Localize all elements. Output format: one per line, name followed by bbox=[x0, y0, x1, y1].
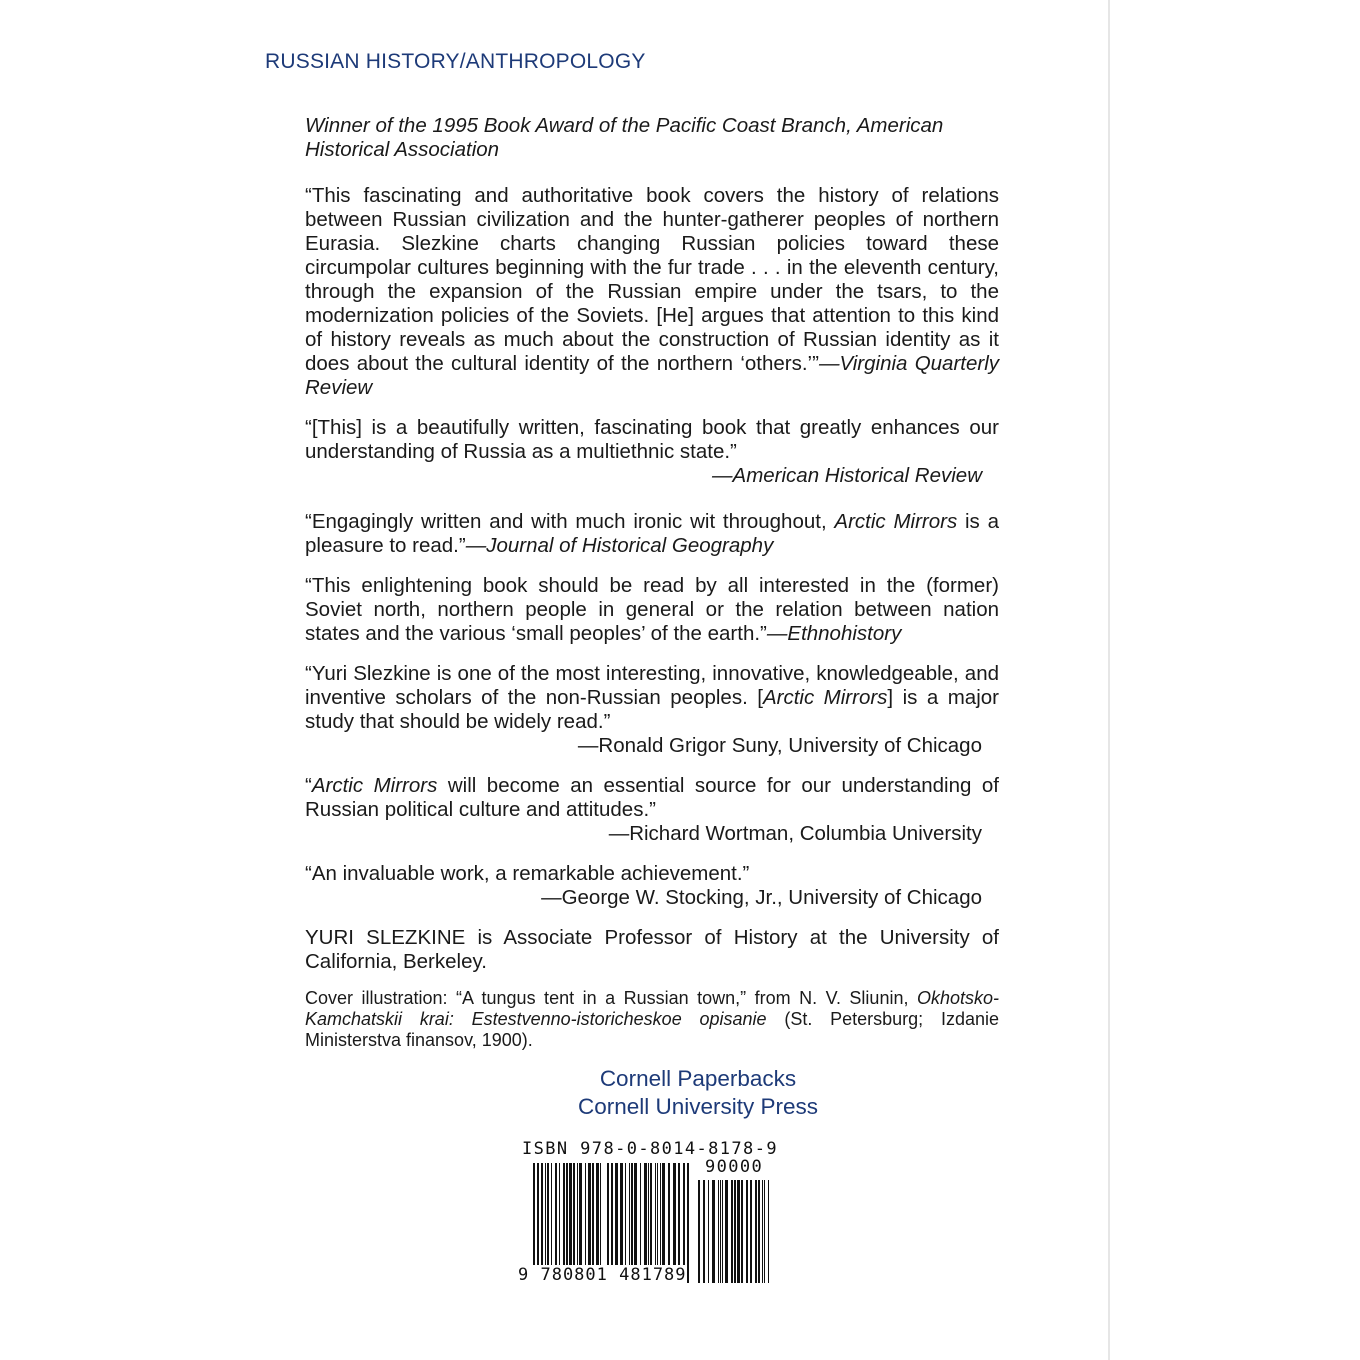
book-title: Arctic Mirrors bbox=[311, 774, 438, 797]
barcode-bar bbox=[712, 1180, 715, 1283]
review-source: —Richard Wortman, Columbia University bbox=[608, 822, 982, 845]
review-text: will become an essential source for our understanding of Russian political culture and attitudes.” bbox=[305, 774, 999, 821]
review-source: —American Historical Review bbox=[712, 464, 982, 487]
barcode-bar bbox=[588, 1163, 591, 1265]
review-text: “[This] is a beautifully written, fascinating book that greatly enhances our understanding of Russia as a multiethnic state.” bbox=[305, 416, 999, 463]
barcode-bar bbox=[662, 1163, 665, 1265]
credit-text: Cover illustration: “A tungus tent in a Russian town,” from N. V. Sliunin, bbox=[305, 988, 917, 1008]
barcode-bar bbox=[629, 1163, 630, 1265]
barcode-bar bbox=[555, 1163, 557, 1265]
barcode-bar bbox=[640, 1163, 641, 1265]
review-text: ] is a major study that should be widely read.” bbox=[305, 686, 999, 733]
barcode-bar bbox=[631, 1163, 633, 1265]
barcode-bar bbox=[720, 1180, 721, 1283]
barcode-bar bbox=[660, 1163, 661, 1265]
review-text: “Engagingly written and with much ironic wit throughout, bbox=[305, 510, 835, 533]
review-source: —Virginia Quarterly Review bbox=[305, 352, 999, 399]
barcode-guard-bar bbox=[687, 1163, 689, 1283]
barcode-bar bbox=[737, 1180, 740, 1283]
barcode-bar bbox=[746, 1180, 748, 1283]
barcode-bar bbox=[678, 1163, 680, 1265]
barcode-bar bbox=[764, 1180, 765, 1283]
review-source: —George W. Stocking, Jr., University of Chicago bbox=[541, 886, 982, 909]
book-title: Arctic Mirrors bbox=[762, 686, 888, 709]
barcode-bar bbox=[731, 1180, 733, 1283]
barcode-bar bbox=[566, 1163, 568, 1265]
barcode-bar bbox=[620, 1163, 623, 1265]
barcode-bar bbox=[577, 1163, 578, 1265]
barcode-bar bbox=[762, 1180, 763, 1283]
barcode-bar bbox=[722, 1180, 723, 1283]
publisher-series: Cornell Paperbacks bbox=[599, 1066, 797, 1091]
review-text: “This fascinating and authoritative book covers the history of relations between Russian civilization and the hunter-gatherer peoples of northern Eurasia. Slezkine charts changing Russian policies toward these circumpolar cultures beginning with the fur trade . . . in the eleventh century, through the expansion of the Russian empire under the tsars, to the modernization policies of the Soviets. [He] argues that attention to this kind of history reveals as much about the construction of Russian identity as it does about the cultural identity of the northern ‘others.’” bbox=[305, 184, 999, 375]
barcode-bar bbox=[600, 1163, 601, 1265]
barcode-bar bbox=[585, 1163, 586, 1265]
award-statement: Winner of the 1995 Book Award of the Pacific Coast Branch, American Historical Association bbox=[305, 114, 944, 161]
barcode-bar bbox=[625, 1163, 626, 1265]
barcode-bar bbox=[547, 1163, 549, 1265]
barcode-bar bbox=[644, 1163, 647, 1265]
review-source: —Journal of Historical Geography bbox=[465, 534, 774, 557]
credit-title: Okhotsko-Kamchatskii krai: Estestvenno-istoricheskoe opisanie bbox=[305, 988, 999, 1029]
publisher-name: Cornell University Press bbox=[577, 1094, 819, 1119]
ean-digits: 9 780801 481789 bbox=[518, 1265, 687, 1285]
barcode-bar bbox=[648, 1163, 649, 1265]
price-code: 90000 bbox=[705, 1157, 764, 1177]
barcode-bar bbox=[718, 1180, 719, 1283]
review-text: “Yuri Slezkine is one of the most interesting, innovative, knowledgeable, and inventive scholars of the non-Russian peoples. [ bbox=[305, 662, 999, 709]
barcode-bar bbox=[615, 1163, 618, 1265]
review-text: “This enlightening book should be read by all interested in the (former) Soviet north, northern people in general or the relation between nation states and the various ‘small peoples’ of the earth.” bbox=[305, 574, 999, 645]
barcode-bar bbox=[579, 1163, 582, 1265]
book-title: Arctic Mirrors bbox=[834, 510, 958, 533]
price-addon-bars bbox=[698, 1180, 769, 1283]
barcode-bar bbox=[673, 1163, 676, 1265]
barcode-bar bbox=[703, 1180, 705, 1283]
barcode-bar bbox=[655, 1163, 656, 1265]
credit-text: (St. Petersburg; Izdanie Ministerstva finansov, 1900). bbox=[305, 1009, 999, 1050]
barcode-bar bbox=[657, 1163, 658, 1265]
barcode-bar bbox=[698, 1180, 700, 1283]
barcode-bar bbox=[596, 1163, 599, 1265]
barcode-bar bbox=[592, 1163, 594, 1265]
review-text: is a pleasure to read.” bbox=[305, 510, 999, 557]
barcode-bar bbox=[573, 1163, 575, 1265]
isbn-number: ISBN 978-0-8014-8178-9 bbox=[522, 1139, 778, 1159]
barcode-bar bbox=[758, 1180, 760, 1283]
barcode-bar bbox=[668, 1163, 670, 1265]
barcode-bar bbox=[741, 1180, 743, 1283]
barcode-bar bbox=[563, 1163, 565, 1265]
barcode-bar bbox=[569, 1163, 572, 1265]
barcode-bar bbox=[541, 1163, 543, 1265]
review-source: —Ronald Grigor Suny, University of Chicago bbox=[577, 734, 982, 757]
barcode-bar bbox=[725, 1180, 728, 1283]
author-bio: YURI SLEZKINE is Associate Professor of History at the University of California, Berkeley. bbox=[305, 926, 999, 973]
review-text: “An invaluable work, a remarkable achievement.” bbox=[305, 862, 750, 885]
barcode-bar bbox=[650, 1163, 652, 1265]
review-source: —Ethnohistory bbox=[766, 622, 902, 645]
barcode-bar bbox=[559, 1163, 560, 1265]
barcode-bar bbox=[708, 1180, 709, 1283]
barcode-bar bbox=[545, 1163, 546, 1265]
barcode-bar bbox=[750, 1180, 752, 1283]
barcode-bar bbox=[734, 1180, 736, 1283]
barcode-bar bbox=[768, 1180, 769, 1283]
barcode-bar bbox=[634, 1163, 637, 1265]
barcode-bar bbox=[755, 1180, 757, 1283]
subject-category: RUSSIAN HISTORY/ANTHROPOLOGY bbox=[265, 50, 646, 73]
barcode-bar bbox=[551, 1163, 552, 1265]
review-text: “ bbox=[305, 774, 312, 797]
